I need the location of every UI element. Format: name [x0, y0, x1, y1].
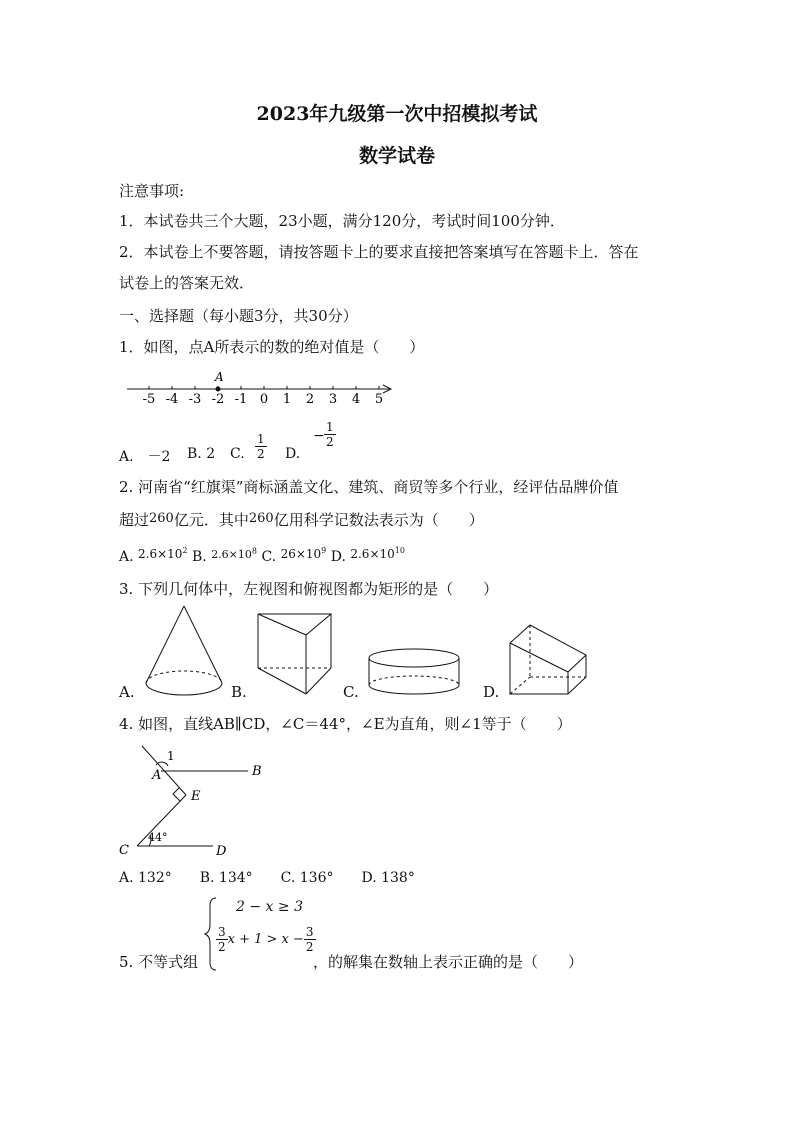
axis-tick-label: 4	[351, 392, 361, 407]
q2-option-d-base: 2.6×10	[350, 547, 395, 561]
q4-stem: 4. 如图，直线AB∥CD，∠C＝44°，∠E为直角，则∠1等于（ ）	[119, 715, 572, 733]
q1-option-b: B. 2	[187, 446, 216, 462]
q5-inequality-1: 2 − x ≥ 3	[236, 899, 303, 915]
q3-option-b: B.	[231, 683, 247, 701]
notice-item-2-line1: 2．本试卷上不要答题，请按答题卡上的要求直接把答案填写在答题卡上．答在	[119, 243, 639, 261]
coef-numerator: 3	[218, 925, 226, 939]
axis-tick-label: -2	[211, 392, 225, 407]
axis-tick-label: 5	[374, 392, 384, 407]
q4-options: A. 132° B. 134° C. 136° D. 138°	[119, 870, 415, 886]
q2-text-b: 亿元．其中	[173, 511, 249, 529]
fraction-denominator: 2	[257, 447, 265, 461]
notice-item-1: 1．本试卷共三个大题，23小题，满分120分，考试时间100分钟．	[119, 212, 565, 230]
notice-heading: 注意事项:	[119, 182, 185, 200]
q1-option-c-label: C.	[230, 446, 245, 462]
q2-option-b-exponent: 8	[251, 546, 257, 556]
axis-tick-label: -4	[165, 392, 179, 407]
q3-stem: 3. 下列几何体中，左视图和俯视图都为矩形的是（ ）	[119, 580, 499, 598]
axis-tick-label: 3	[328, 392, 338, 407]
q2-option-b-base: 2.6×10	[211, 548, 252, 561]
exam-subtitle: 数学试卷	[358, 145, 435, 167]
inequality-middle: x + 1 > x −	[227, 932, 304, 947]
axis-tick-label: 2	[305, 392, 315, 407]
q2-option-d-label: D.	[330, 549, 346, 565]
point-a-label: A	[215, 370, 224, 384]
q2-option-d-exponent: 10	[394, 546, 405, 555]
q1-option-a: A. －2	[119, 449, 171, 465]
point-d-label: D	[216, 844, 227, 859]
fraction-numerator: 1	[326, 420, 334, 434]
q2-text-c: 亿用科学记数法表示为（ ）	[273, 511, 484, 529]
fraction-numerator: 1	[257, 432, 265, 446]
q5-stem-a: 5. 不等式组	[119, 953, 199, 971]
point-b-label: B	[252, 764, 262, 779]
q3-option-a: A.	[119, 683, 135, 701]
q2-option-a-label: A.	[119, 549, 134, 565]
angle-1-label: 1	[167, 749, 175, 763]
q1-option-d-label: D.	[285, 446, 301, 462]
q1-stem: 1．如图，点A所表示的数的绝对值是（ ）	[119, 338, 425, 356]
rhs-numerator: 3	[305, 925, 314, 939]
section-heading: 一、选择题（每小题3分，共30分）	[119, 307, 358, 325]
point-a-label: A	[152, 768, 162, 783]
q2-option-c-base: 26×10	[280, 547, 322, 561]
axis-tick-label: 1	[282, 392, 292, 407]
q2-option-a-base: 2.6×10	[138, 547, 183, 561]
q2-number-260a: 260	[149, 511, 174, 526]
q5-stem-b: ，的解集在数轴上表示正确的是（ ）	[313, 953, 584, 971]
q2-option-a-exponent: 2	[182, 546, 188, 555]
axis-tick-label: -5	[142, 392, 156, 407]
q3-option-c: C.	[343, 683, 359, 701]
axis-tick-label: -3	[188, 392, 202, 407]
q1-option-d-sign: −	[313, 428, 325, 444]
fraction-denominator: 2	[326, 435, 334, 449]
point-c-label: C	[119, 843, 129, 858]
q2-number-260b: 260	[248, 511, 274, 526]
axis-tick-label: -1	[234, 392, 248, 407]
q2-line1: 2. 河南省“红旗渠”商标涵盖文化、建筑、商贸等多个行业，经评估品牌价值	[119, 478, 619, 496]
q2-option-c-label: C.	[261, 549, 277, 565]
axis-tick-label: 0	[259, 392, 269, 407]
point-e-label: E	[191, 789, 201, 804]
angle-44-label: 44°	[148, 831, 168, 844]
exam-title: 2023年九级第一次中招模拟考试	[256, 103, 538, 125]
rhs-denominator: 2	[305, 940, 314, 954]
q2-text-a: 超过	[119, 511, 150, 529]
q5-inequality-2	[216, 925, 316, 954]
q3-option-d: D.	[483, 683, 500, 701]
q2-option-c-exponent: 9	[321, 546, 327, 555]
notice-item-2-line2: 试卷上的答案无效．	[119, 274, 255, 292]
q2-option-b-label: B.	[191, 549, 207, 565]
coef-denominator: 2	[218, 940, 226, 954]
